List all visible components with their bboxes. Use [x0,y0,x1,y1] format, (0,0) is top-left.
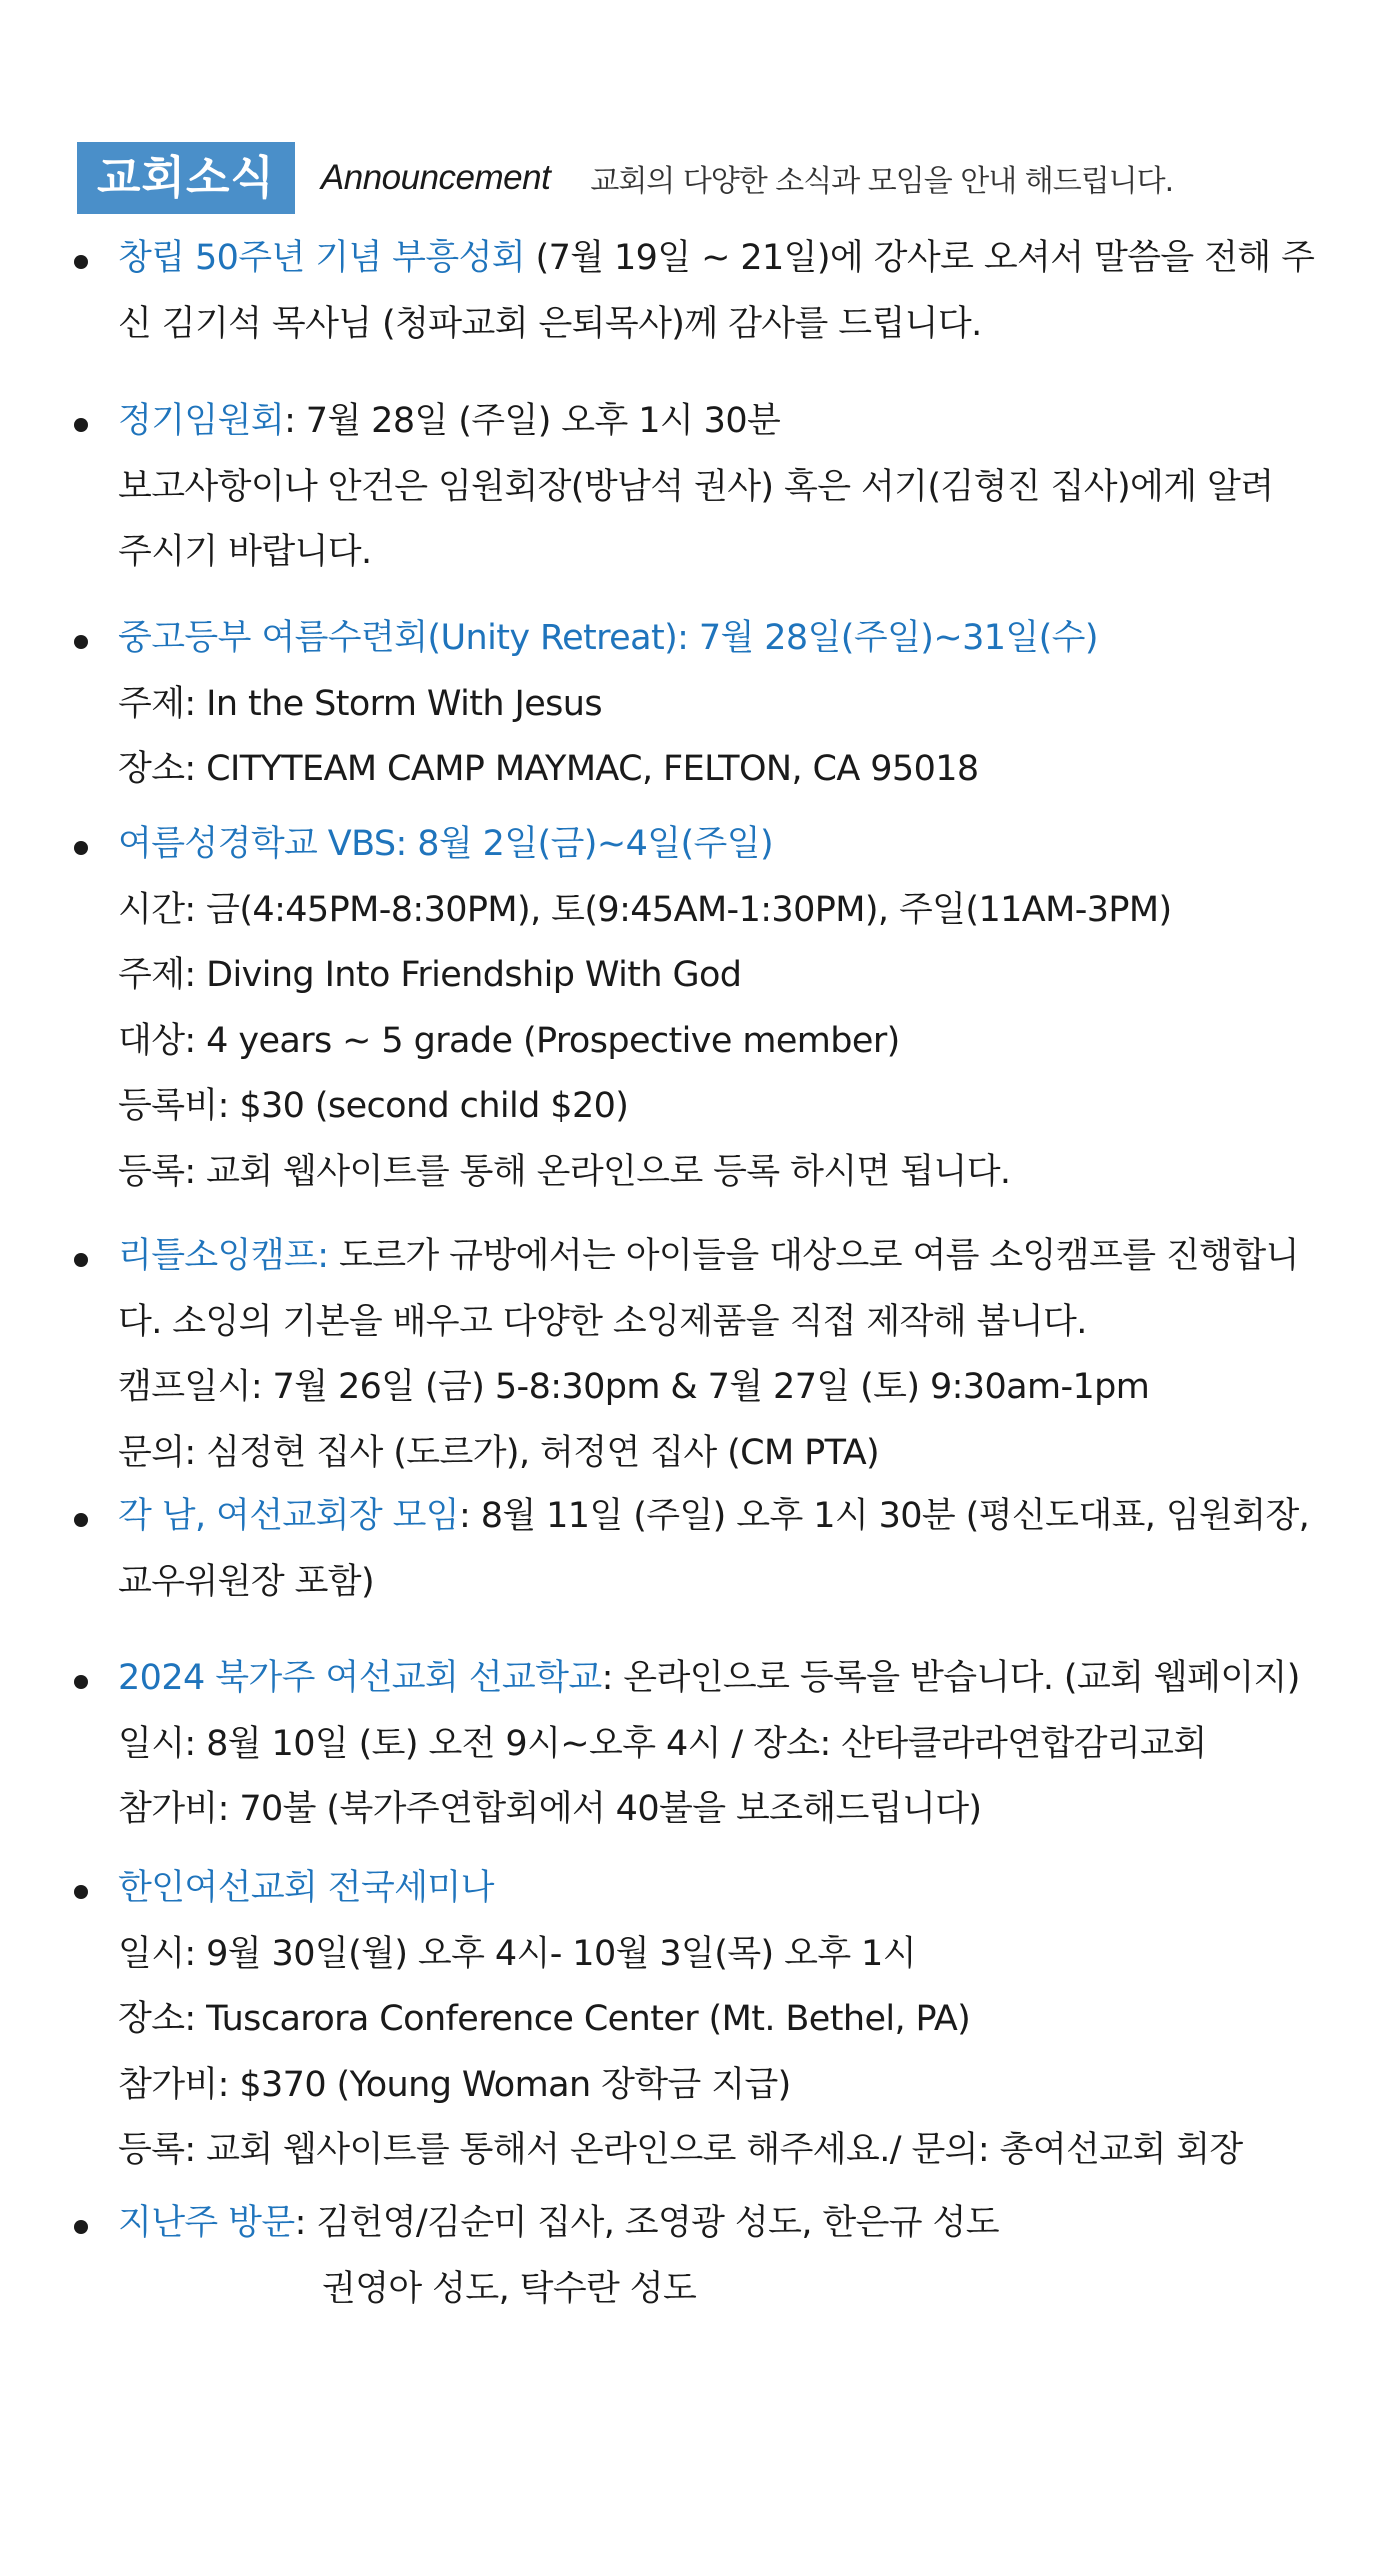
announcement-line [118,2128,1243,2172]
announcement-line [118,530,372,574]
announcement-heading: 각 남, 여선교회장 모임 [118,1496,459,1536]
announcement-text: 보고사항이나 안건은 임원회장(방남석 권사) 혹은 서기(김형진 집사)에게 알려 [118,466,1274,507]
announcement-text: 일시: 8월 10일 (토) 오전 9시~오후 4시 / 장소: 산타클라라연합감리교회 [118,1723,1207,1764]
announcement-text: 권영아 성도, 탁수란 성도 [322,2268,697,2309]
bullet-icon [74,255,88,269]
section-header [77,142,1173,214]
section-title: 교회소식 [77,142,295,214]
bullet-icon [74,1253,88,1267]
announcement-line [118,399,780,443]
announcement-text: 캠프일시: 7월 26일 (금) 5-8:30pm & 7월 27일 (토) 9:30am-1pm [118,1367,1150,1407]
bullet-icon [74,418,88,432]
announcement-line [118,1560,374,1604]
announcement-text: 문의: 심정현 집사 (도르가), 허정연 집사 (CM PTA) [118,1432,880,1473]
announcement-text: (7월 19일 ~ 21일)에 강사로 오셔서 말씀을 전해 주 [525,238,1315,278]
announcement-line [118,1300,1087,1344]
announcement-line [118,1084,628,1128]
bullet-icon [74,1885,88,1899]
section-subtitle-ko: 교회의 다양한 소식과 모임을 안내 해드립니다. [590,164,1174,199]
announcement-heading: 창립 50주년 기념 부흥성회 [118,238,526,278]
announcement-heading: 리틀소잉캠프: [118,1236,329,1276]
announcement-text: 시간: 금(4:45PM-8:30PM), 토(9:45AM-1:30PM), 주일(11AM-3PM) [118,889,1172,930]
announcement-text: 주제: In the Storm With Jesus [118,683,602,724]
bullet-icon [74,635,88,649]
announcement-text: : 8월 11일 (주일) 오후 1시 30분 (평신도대표, 임원회장, [459,1496,1310,1536]
bullet-icon [74,2220,88,2234]
announcement-text: 참가비: $370 (Young Woman 장학금 지급) [118,2064,791,2105]
announcement-text: : 온라인으로 등록을 받습니다. (교회 웹페이지) [601,1658,1300,1698]
announcement-text: 교우위원장 포함) [118,1561,375,1602]
announcement-text: 다. 소잉의 기본을 배우고 다양한 소잉제품을 직접 제작해 봅니다. [118,1301,1087,1342]
announcement-text: 일시: 9월 30일(월) 오후 4시- 10월 3일(목) 오후 1시 [118,1933,916,1974]
announcement-line [118,1150,1010,1194]
announcement-line [118,1997,970,2041]
announcement-line [118,236,1314,280]
announcement-line [118,1431,879,1475]
announcement-heading: 2024 북가주 여선교회 선교학교 [118,1658,602,1698]
announcement-text: 장소: CITYTEAM CAMP MAYMAC, FELTON, CA 95018 [118,749,979,789]
announcement-line [118,2201,999,2245]
announcement-line [118,822,773,866]
announcement-text: 신 김기석 목사님 (청파교회 은퇴목사)께 감사를 드립니다. [118,303,982,344]
announcement-line [118,2063,791,2107]
announcement-line [118,1787,982,1831]
announcement-text: : 7월 28일 (주일) 오후 1시 30분 [284,401,781,441]
announcement-text: 대상: 4 years ~ 5 grade (Prospective member) [118,1020,900,1061]
announcement-line [118,616,1098,660]
announcement-line [118,1494,1309,1538]
announcement-text: 등록비: $30 (second child $20) [118,1086,629,1126]
announcement-line [118,1019,900,1063]
announcement-text: 참가비: 70불 (북가주연합회에서 40불을 보조해드립니다) [118,1789,982,1829]
bullet-icon [74,1513,88,1527]
announcement-line [118,888,1172,932]
bullet-icon [74,841,88,855]
announcement-line [118,302,982,346]
section-subtitle-en: Announcement [320,158,551,197]
announcement-heading: 지난주 방문 [118,2203,295,2243]
announcement-text: 등록: 교회 웹사이트를 통해 온라인으로 등록 하시면 됩니다. [118,1151,1011,1192]
announcement-heading: 정기임원회 [118,401,285,441]
announcement-line [118,1656,1300,1700]
announcement-line [118,682,602,726]
announcement-line [118,465,1273,509]
announcement-line [118,953,741,997]
announcement-heading: 중고등부 여름수련회(Unity Retreat): 7월 28일(주일)~31일(수) [118,618,1098,658]
announcement-line [118,1866,494,1910]
announcement-line [118,1932,916,1976]
announcement-line [118,1234,1299,1278]
announcement-text: 장소: Tuscarora Conference Center (Mt. Bethel, PA) [118,1999,971,2039]
bullet-icon [74,1675,88,1689]
announcement-text: 등록: 교회 웹사이트를 통해서 온라인으로 해주세요./ 문의: 총여선교회 회장 [118,2130,1243,2170]
announcement-heading: 여름성경학교 VBS: 8월 2일(금)~4일(주일) [118,824,773,864]
announcement-text: : 김헌영/김순미 집사, 조영광 성도, 한은규 성도 [294,2203,999,2243]
announcement-text: 도르가 규방에서는 아이들을 대상으로 여름 소잉캠프를 진행합니 [328,1236,1299,1276]
announcement-text: 주제: Diving Into Friendship With God [118,955,742,995]
announcement-line [118,1365,1149,1409]
announcement-line [118,1722,1207,1766]
announcement-line [118,747,979,791]
announcement-heading: 한인여선교회 전국세미나 [118,1868,494,1908]
announcement-text: 주시기 바랍니다. [118,532,372,572]
announcement-line [322,2267,696,2311]
